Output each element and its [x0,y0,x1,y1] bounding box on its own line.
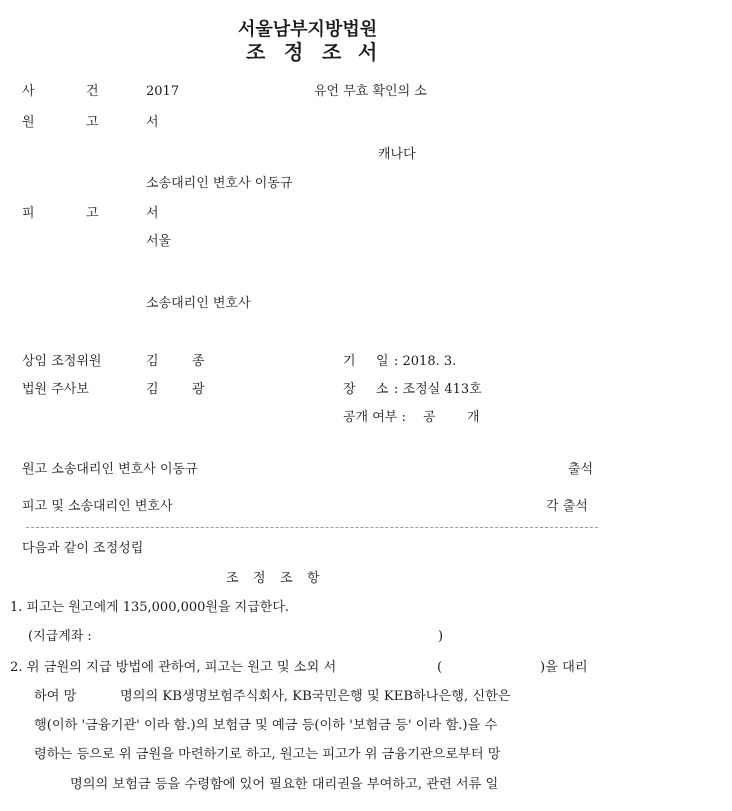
attendance-plaintiff: 원고 소송대리인 변호사 이동규 [22,462,198,477]
case-label-1: 사 [22,84,35,99]
plaintiff-label-2: 고 [86,115,99,130]
term-2-line-4: 령하는 등으로 위 금원을 마련하기로 하고, 원고는 피고가 위 금융기관으로부터 망 [34,747,501,762]
title-char: 서 [358,40,379,64]
term-2-line-3: 행(이하 '금융기관' 이라 함.)의 보험금 및 예금 등(이하 '보험금 등' 이라 함.)을 수 [34,718,498,733]
mediator-role: 상임 조정위원 [22,354,102,369]
place-label-2: 소 [376,382,389,397]
title-char: 조 [322,40,343,64]
plaintiff-country: 캐나다 [378,147,416,162]
date-value: : 2018. 3. [394,354,457,369]
term-2-line-1c: )을 대리 [540,660,588,675]
attendance-defendant-status: 각 출석 [546,499,588,514]
defendant-name: 서 [146,206,159,221]
defendant-agent: 소송대리인 변호사 [146,296,251,311]
case-label-2: 건 [86,84,99,99]
case-name: 유언 무효 확인의 소 [314,84,427,99]
term-1: 1. 피고는 원고에게 135,000,000원을 지급한다. [10,600,290,615]
clerk-role: 법원 주사보 [22,382,89,397]
defendant-city: 서울 [146,234,172,249]
section-divider [26,527,598,528]
attendance-defendant: 피고 및 소송대리인 변호사 [22,499,173,514]
public-label: 공개 여부 : [343,410,406,425]
term-2-line-1a: 2. 위 금원의 지급 방법에 관하여, 피고는 원고 및 소외 서 [10,660,337,675]
terms-heading-char: 조 [226,571,239,586]
terms-heading-char: 조 [280,571,293,586]
title-char: 조 [246,40,267,64]
terms-heading-char: 항 [307,571,320,586]
defendant-label-1: 피 [22,206,35,221]
title-char: 정 [284,40,305,64]
term-2-line-1b: ( [437,660,443,675]
term-1-account-label: (지급계좌 : [28,629,92,644]
mediator-given: 종 [192,354,205,369]
plaintiff-agent: 소송대리인 변호사 이동규 [146,176,293,191]
plaintiff-name: 서 [146,115,159,130]
terms-heading-char: 정 [253,571,266,586]
defendant-label-2: 고 [86,206,99,221]
place-label-1: 장 [343,382,356,397]
term-1-account-close: ) [438,629,444,644]
mediation-established: 다음과 같이 조정성립 [22,541,144,556]
mediator-surname: 김 [146,354,159,369]
public-value-1: 공 [423,410,436,425]
court-name: 서울남부지방법원 [238,19,378,40]
clerk-given: 광 [192,382,205,397]
attendance-plaintiff-status: 출석 [568,462,594,477]
plaintiff-label-1: 원 [22,115,35,130]
term-2-line-5: 명의의 보험금 등을 수령함에 있어 필요한 대리권을 부여하고, 관련 서류 일 [70,777,499,792]
case-number: 2017 [146,84,180,99]
date-label-2: 일 [376,354,389,369]
place-value: : 조정실 413호 [394,382,482,397]
clerk-surname: 김 [146,382,159,397]
public-value-2: 개 [467,410,480,425]
term-2-line-2b: 명의의 KB생명보험주식회사, KB국민은행 및 KEB하나은행, 신한은 [120,689,511,704]
term-2-line-2a: 하여 망 [34,689,77,704]
date-label-1: 기 [343,354,356,369]
